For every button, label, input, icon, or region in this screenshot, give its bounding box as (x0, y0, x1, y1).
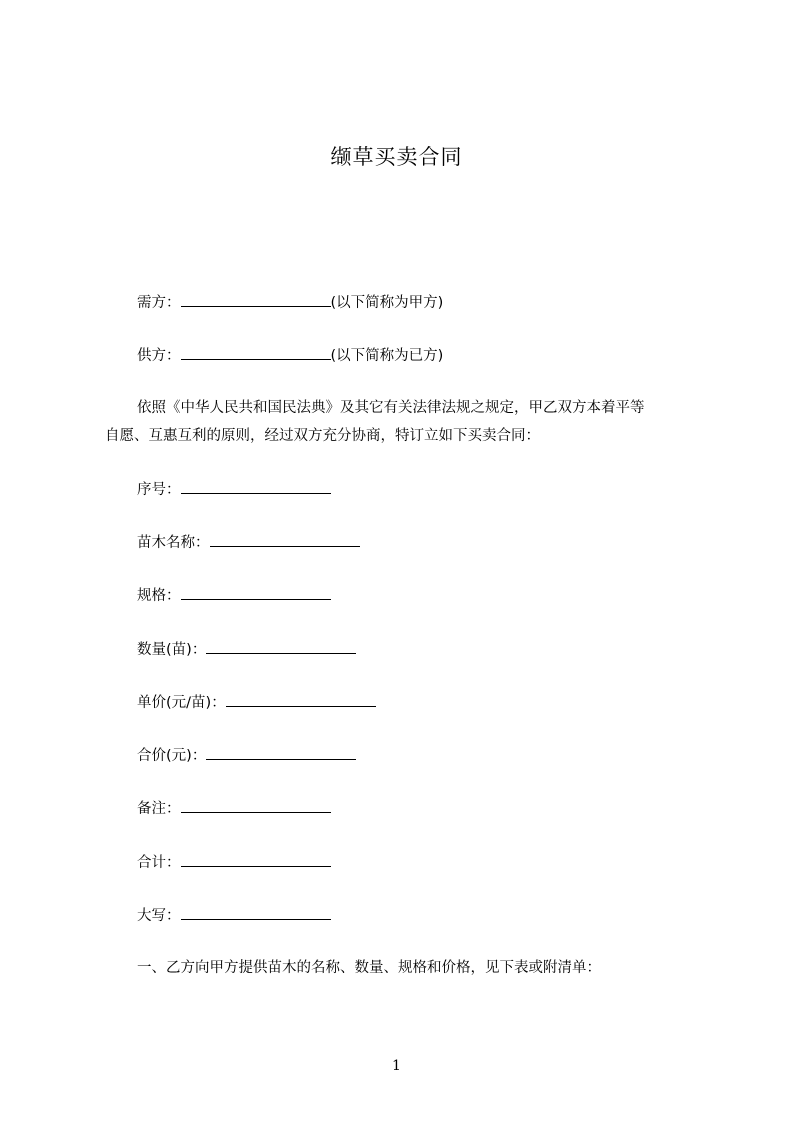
field-remarks-blank (181, 797, 331, 813)
field-sum-blank (181, 851, 331, 867)
document-title: 缬草买卖合同 (330, 145, 463, 169)
field-unit-price-label: 单价(元/苗)： (137, 695, 226, 711)
field-spec-label: 规格： (137, 588, 181, 604)
field-capital-amount (137, 904, 331, 926)
field-serial-label: 序号： (137, 482, 181, 498)
field-unit-price-blank (226, 691, 376, 707)
field-seedling-name-label: 苗木名称： (137, 535, 210, 551)
field-spec (137, 584, 331, 606)
field-capital-amount-label: 大写： (137, 908, 181, 924)
field-total-price (137, 744, 356, 766)
field-quantity-blank (206, 638, 356, 654)
seller-label: 供方： (137, 348, 181, 364)
buyer-suffix: (以下简称为甲方) (330, 295, 444, 311)
field-remarks (137, 797, 331, 819)
field-seedling-name (137, 531, 360, 553)
field-serial (137, 478, 331, 500)
clause-1: 一、乙方向甲方提供苗木的名称、数量、规格和价格，见下表或附清单： (137, 960, 601, 976)
field-remarks-label: 备注： (137, 801, 181, 817)
seller-suffix: (以下简称为已方) (330, 348, 444, 364)
buyer-blank (181, 291, 331, 307)
intro-line-2: 自愿、互惠互利的原则，经过双方充分协商，特订立如下买卖合同： (105, 428, 540, 444)
buyer-label: 需方： (137, 295, 181, 311)
intro-line-1: 依照《中华人民共和国民法典》及其它有关法律法规之规定，甲乙双方本着平等 (137, 400, 645, 416)
seller-line (137, 344, 443, 366)
buyer-line (137, 291, 443, 313)
field-seedling-name-blank (210, 531, 360, 547)
field-unit-price (137, 691, 376, 713)
field-total-price-blank (206, 744, 356, 760)
field-sum-label: 合计： (137, 855, 181, 871)
field-quantity (137, 638, 356, 660)
field-capital-amount-blank (181, 904, 331, 920)
page-number: 1 (392, 1058, 401, 1074)
field-spec-blank (181, 584, 331, 600)
field-sum (137, 851, 331, 873)
field-quantity-label: 数量(苗)： (137, 642, 207, 658)
field-total-price-label: 合价(元)： (137, 748, 207, 764)
field-serial-blank (181, 478, 331, 494)
seller-blank (181, 344, 331, 360)
